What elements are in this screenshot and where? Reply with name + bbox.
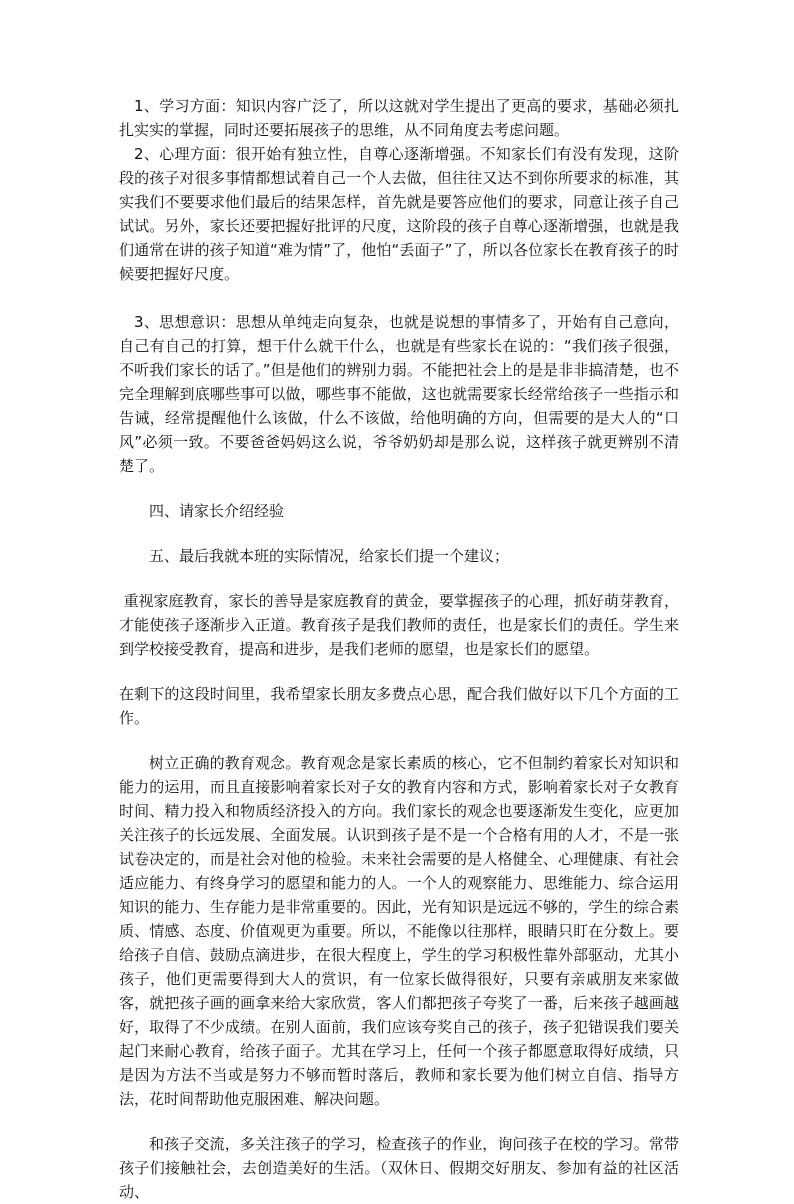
paragraph-communicate: 和孩子交流，多关注孩子的学习，检查孩子的作业，询问孩子在校的学习。常带孩子们接触社会，去创造美好的生活。（双休日、假期交好朋友、参加有益的社区活动、 — [119, 1135, 679, 1201]
paragraph-education-concept: 树立正确的教育观念。教育观念是家长素质的核心，它不但制约着家长对知识和能力的运用，而且直接影响着家长对子女的教育内容和方式，影响着家长对子女教育时间、精力投入和物质经济投入的方向。我们家长的观念也要逐渐发生变化，应更加关注孩子的长远发展、全面发展。认识到孩子是不是一个合格有用的人才，不是一张试卷决定的，而是社会对他的检验。未来社会需要的是人格健全、心理健康、有社会适应能力、有终身学习的愿望和能力的人。一个人的观察能力、思维能力、综合运用知识的能力、生存能力是非常重要的。因此，光有知识是远远不够的，学生的综合素质、情感、态度、价值观更为重要。所以，不能像以往那样，眼睛只盯在分数上。要给孩子自信、鼓励点滴进步，在很大程度上，学生的学习积极性靠外部驱动，尤其小孩子，他们更需要得到大人的赏识，有一位家长做得很好，只要有亲戚朋友来家做客，就把孩子画的画拿来给大家欣赏，客人们都把孩子夸奖了一番，后来孩子越画越好，取得了不少成绩。在别人面前，我们应该夸奖自己的孩子，孩子犯错误我们要关起门来耐心教育，给孩子面子。尤其在学习上，任何一个孩子都愿意取得好成绩，只是因为方法不当或是努力不够而暂时落后，教师和家长要为他们树立自信、指导方法，花时间帮助他克服困难、解决问题。 — [119, 754, 679, 1108]
document-page — [119, 94, 679, 1204]
paragraph-remaining-time: 在剩下的这段时间里，我希望家长朋友多费点心思，配合我们做好以下几个方面的工作。 — [119, 685, 679, 727]
paragraph-psychology: 2、心理方面：很开始有独立性，自尊心逐渐增强。不知家长们有没有发现，这阶段的孩子对很多事情都想试着自己一个人去做，但往往又达不到你所要求的标准，其实我们不要要求他们最后的结果怎样，首先就是要答应他们的要求，同意让孩子自己试试。另外，家长还要把握好批评的尺度，这阶段的孩子自尊心逐渐增强，也就是我们通常在讲的孩子知道“难为情”了，他怕“丢面子”了，所以各位家长在教育孩子的时候要把握好尺度。 — [119, 145, 679, 283]
paragraph-thinking: 3、思想意识：思想从单纯走向复杂，也就是说想的事情多了，开始有自己意向，自己有自己的打算，想干什么就干什么，也就是有些家长在说的：“我们孩子很强，不听我们家长的话了。”但是他们的辨别力弱。不能把社会上的是是非非搞清楚，也不完全理解到底哪些事可以做，哪些事不能做，这也就需要家长经常给孩子一些指示和告诫，经常提醒他什么该做，什么不该做，给他明确的方向，但需要的是大人的“口风”必须一致。不要爸爸妈妈这么说，爷爷奶奶却是那么说，这样孩子就更辨别不清楚了。 — [119, 313, 679, 475]
heading-suggestion: 五、最后我就本班的实际情况，给家长们提一个建议； — [149, 547, 510, 565]
paragraph-study: 1、学习方面：知识内容广泛了，所以这就对学生提出了更高的要求，基础必须扎扎实实的掌握，同时还要拓展孩子的思维，从不同角度去考虑问题。 — [119, 97, 679, 139]
paragraph-family-education: 重视家庭教育，家长的善导是家庭教育的黄金，要掌握孩子的心理，抓好萌芽教育，才能使孩子逐渐步入正道。教育孩子是我们教师的责任，也是家长们的责任。学生来到学校接受教育，提高和进步，是我们老师的愿望，也是家长们的愿望。 — [119, 592, 679, 658]
heading-parent-experience: 四、请家长介绍经验 — [149, 502, 285, 520]
